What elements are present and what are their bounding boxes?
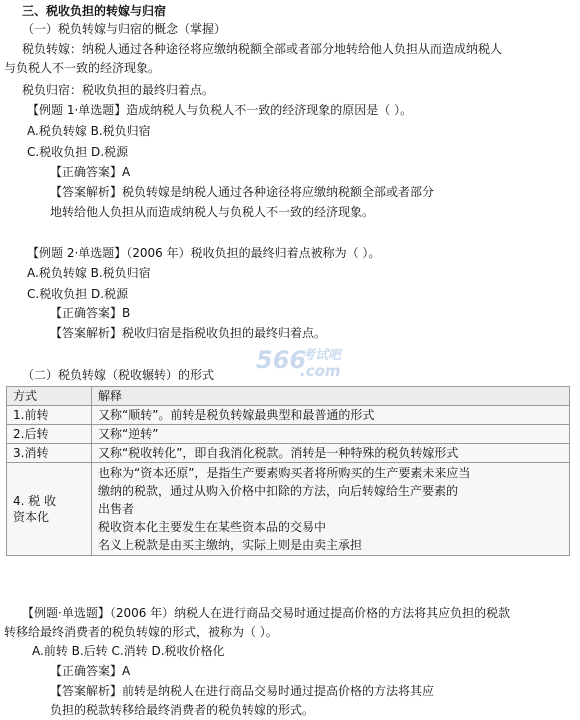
example3-analysis-line1: 【答案解析】前转是纳税人在进行商品交易时通过提高价格的方法将其应: [50, 684, 435, 698]
table-row: [7, 425, 570, 444]
forms-table: [6, 386, 570, 556]
definition-incidence: 税负归宿：税收负担的最终归着点。: [22, 83, 215, 97]
table-cell-method: 1.前转: [7, 406, 92, 425]
explanation-line: 税收资本化主要发生在某些资本品的交易中: [98, 520, 327, 534]
example1-options-cd: C.税收负担 D.税源: [27, 145, 129, 159]
table-cell-explanation: 又称“逆转”: [92, 425, 570, 444]
table-cell-explanation: [92, 463, 570, 556]
method-line: 4. 税 收: [13, 494, 57, 508]
table-cell-explanation: 又称“税收转化”，即自我消化税款。消转是一种特殊的税负转嫁形式: [92, 444, 570, 463]
table-row: [7, 406, 570, 425]
watermark-number: 566: [256, 346, 307, 374]
section-title: 三、税收负担的转嫁与归宿: [22, 4, 167, 18]
table-header-row: [7, 387, 570, 406]
example3-question-line1: 【例题·单选题】（2006 年）纳税人在进行商品交易时通过提高价格的方法将其应负担的税款: [22, 606, 511, 620]
example1-answer: 【正确答案】A: [50, 165, 131, 179]
definition-transfer-line2: 与负税人不一致的经济现象。: [4, 61, 161, 75]
watermark-domain: .com: [300, 362, 341, 380]
table-cell-method: 2.后转: [7, 425, 92, 444]
definition-transfer-line1: 税负转嫁：纳税人通过各种途径将应缴纳税额全部或者部分地转给他人负担从而造成纳税人: [22, 42, 503, 56]
explanation-line: 也称为“资本还原”，是指生产要素购买者将所购买的生产要素未来应当: [98, 466, 471, 480]
example3-analysis-line2: 负担的税款转移给最终消费者的税负转嫁的形式。: [50, 703, 315, 717]
table-row: [7, 463, 570, 556]
column-header-explanation: 解释: [92, 387, 570, 406]
explanation-line: 缴纳的税款，通过从购入价格中扣除的方法，向后转嫁给生产要素的: [98, 484, 459, 498]
example2-options-cd: C.税收负担 D.税源: [27, 287, 129, 301]
column-header-method: 方式: [7, 387, 92, 406]
example1-question: 【例题 1·单选题】造成纳税人与负税人不一致的经济现象的原因是（ ）。: [27, 103, 413, 117]
site-watermark: [254, 344, 354, 388]
table-cell-explanation: 又称“顺转”。前转是税负转嫁最典型和最普通的形式: [92, 406, 570, 425]
table-cell-method: 3.消转: [7, 444, 92, 463]
example1-analysis-line2: 地转给他人负担从而造成纳税人与负税人不一致的经济现象。: [50, 205, 375, 219]
method-line: 资本化: [13, 510, 50, 524]
example2-answer: 【正确答案】B: [50, 306, 131, 320]
example3-answer: 【正确答案】A: [50, 664, 131, 678]
example2-options-ab: A.税负转嫁 B.税负归宿: [27, 266, 151, 280]
example2-analysis: 【答案解析】税收归宿是指税收负担的最终归着点。: [50, 326, 327, 340]
explanation-line: 名义上税款是由买主缴纳，实际上则是由卖主承担: [98, 538, 363, 552]
subsection-title-forms: （二）税负转嫁（税收辗转）的形式: [22, 368, 215, 382]
example2-question: 【例题 2·单选题】（2006 年）税收负担的最终归着点被称为（ ）。: [27, 246, 381, 260]
explanation-line: 出售者: [98, 502, 135, 516]
watermark-text: 考试吧: [302, 348, 342, 363]
example3-question-line2: 转移给最终消费者的税负转嫁的形式，被称为（ ）。: [4, 625, 278, 639]
example1-options-ab: A.税负转嫁 B.税负归宿: [27, 124, 151, 138]
example3-options: A.前转 B.后转 C.消转 D.税收价格化: [32, 644, 225, 658]
subsection-title-concept: （一）税负转嫁与归宿的概念（掌握）: [22, 22, 227, 36]
table-cell-method: [7, 463, 92, 556]
example1-analysis-line1: 【答案解析】税负转嫁是纳税人通过各种途径将应缴纳税额全部或者部分: [50, 185, 435, 199]
table-row: [7, 444, 570, 463]
